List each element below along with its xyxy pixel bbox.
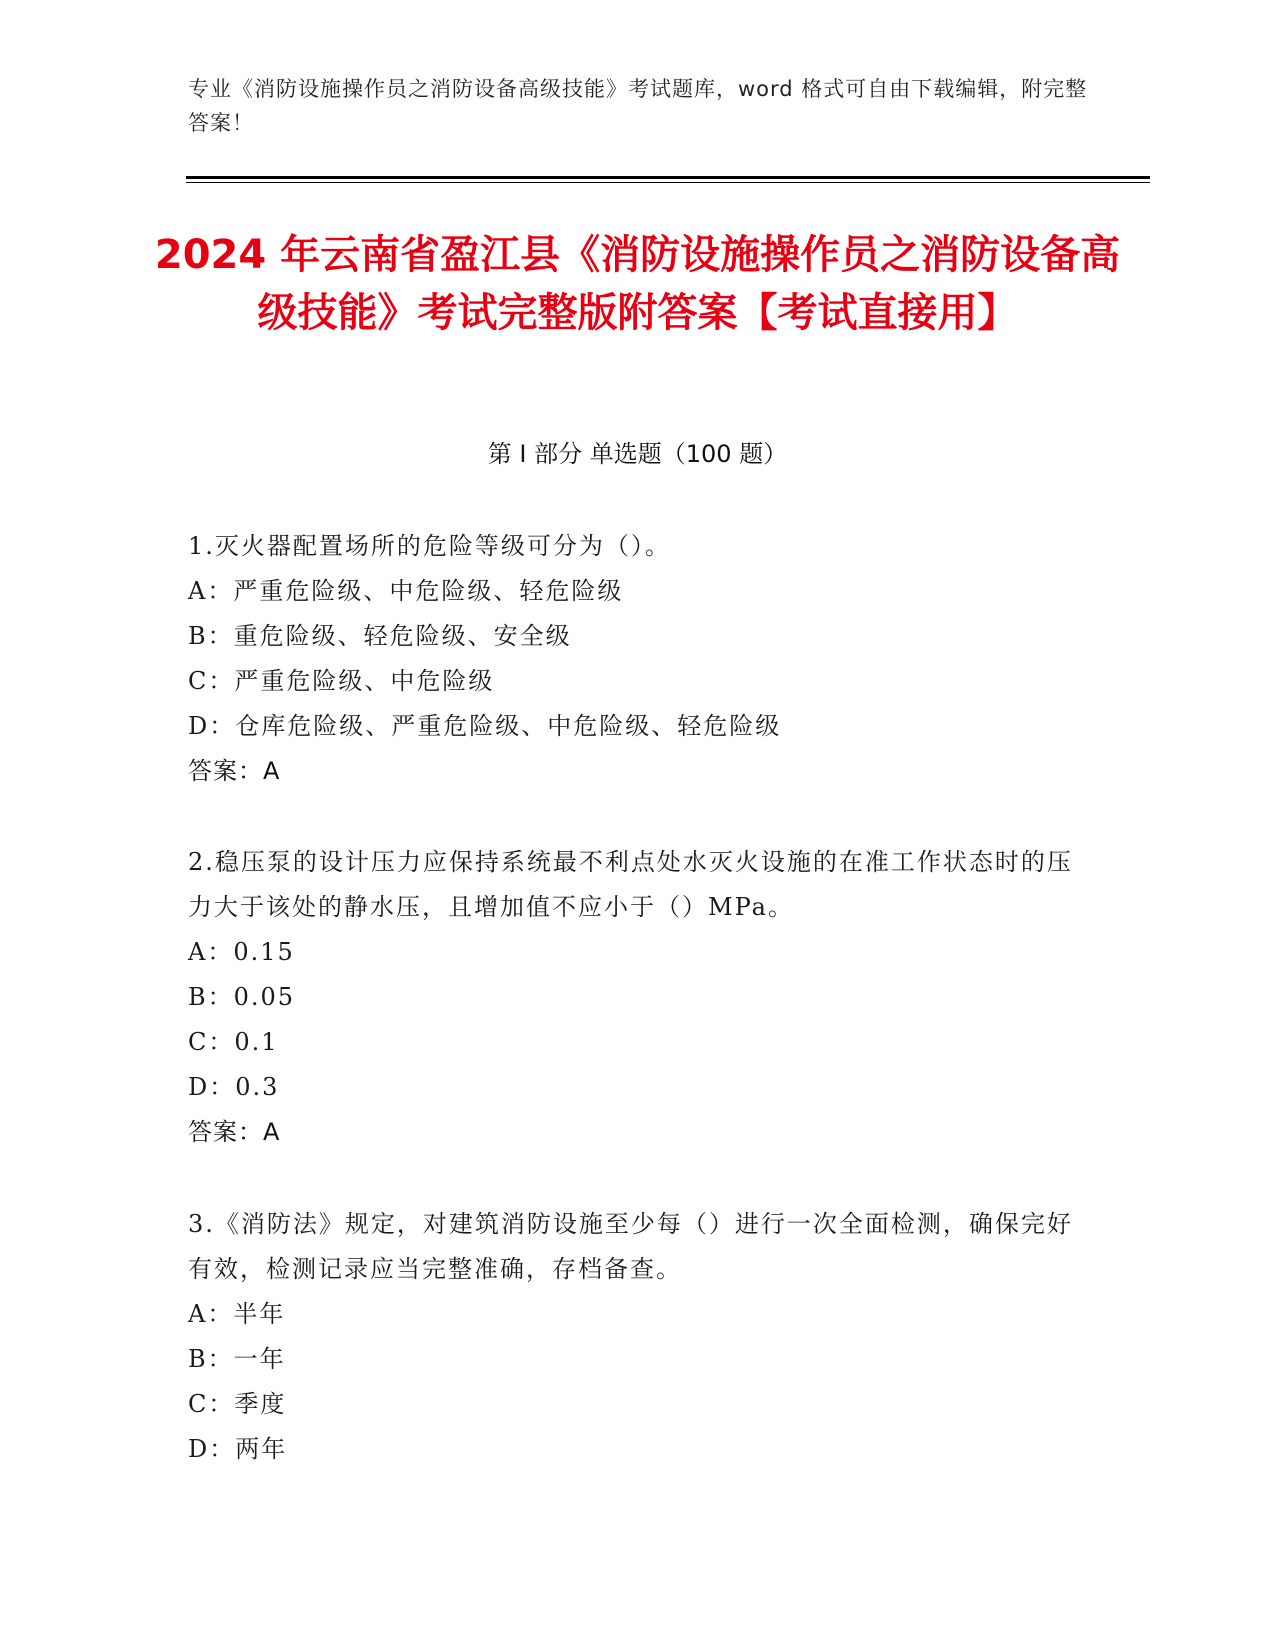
document-title: 2024 年云南省盈江县《消防设施操作员之消防设备高级技能》考试完整版附答案【考试直接用】 (154, 232, 1121, 336)
option-a: A：严重危险级、中危险级、轻危险级 (188, 577, 624, 605)
option-b: B：0.05 (188, 983, 296, 1011)
option-d: D：仓库危险级、严重危险级、中危险级、轻危险级 (188, 712, 782, 740)
option-d: D：0.3 (188, 1073, 280, 1101)
header-rule-thin (186, 182, 1150, 183)
question-stem: 1.灭火器配置场所的危险等级可分为（）。 (188, 532, 671, 560)
question-stem: 3.《消防法》规定，对建筑消防设施至少每（）进行一次全面检测，确保完好有效，检测记录应当完整准确，存档备查。 (188, 1210, 1073, 1283)
question-stem: 2.稳压泵的设计压力应保持系统最不利点处水灭火设施的在准工作状态时的压力大于该处的静水压，且增加值不应小于（）MPa。 (188, 848, 1073, 921)
question-2 (188, 840, 1088, 1155)
option-b: B：重危险级、轻危险级、安全级 (188, 622, 572, 650)
question-3 (188, 1202, 1088, 1472)
option-c: C：0.1 (188, 1028, 279, 1056)
option-c: C：严重危险级、中危险级 (188, 667, 495, 695)
question-1 (188, 524, 1088, 794)
option-a: A：0.15 (188, 938, 295, 966)
option-c: C：季度 (188, 1390, 287, 1418)
option-d: D：两年 (188, 1435, 288, 1463)
option-a: A：半年 (188, 1300, 286, 1328)
header-note: 专业《消防设施操作员之消防设备高级技能》考试题库，word 格式可自由下载编辑，附完整答案！ (188, 77, 1088, 135)
header-rule-thick (186, 176, 1150, 179)
section-title: 第 I 部分 单选题（100 题） (487, 440, 788, 468)
answer: 答案：A (188, 1118, 281, 1146)
option-b: B：一年 (188, 1345, 286, 1373)
answer: 答案：A (188, 757, 281, 785)
